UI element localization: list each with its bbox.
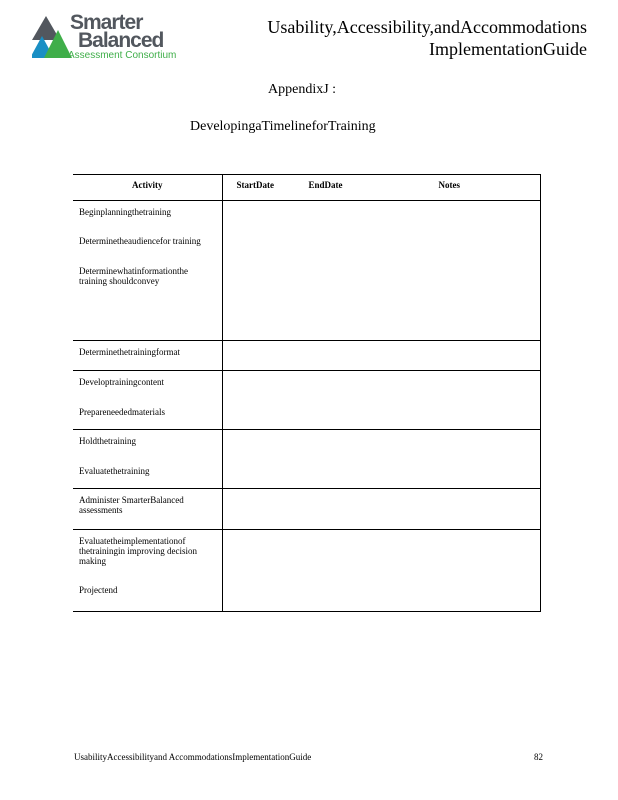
table-row bbox=[73, 201, 541, 341]
activity-item: Developtrainingcontent bbox=[79, 377, 164, 387]
header-notes: Notes bbox=[438, 180, 460, 190]
table-row bbox=[73, 341, 541, 371]
appendix-label: AppendixJ : bbox=[268, 82, 337, 97]
activity-cell bbox=[73, 530, 222, 612]
dates-notes-cell bbox=[222, 489, 541, 530]
dates-notes-cell bbox=[222, 201, 541, 341]
dates-notes-cell bbox=[222, 341, 541, 371]
header-title bbox=[267, 16, 587, 60]
table-row bbox=[73, 489, 541, 530]
activity-item: Evaluatethetraining bbox=[79, 466, 150, 476]
header-dates-notes bbox=[222, 175, 541, 201]
header-activity: Activity bbox=[73, 175, 222, 201]
activity-cell bbox=[73, 371, 222, 430]
header-end-date: EndDate bbox=[308, 180, 343, 190]
activity-item: Projectend bbox=[79, 585, 118, 595]
table-header-row bbox=[73, 175, 541, 201]
timeline-table bbox=[73, 174, 541, 612]
activity-item: Prepareneededmaterials bbox=[79, 407, 165, 417]
footer-guide-title: UsabilityAccessibilityand AccommodationsImplementationGuide bbox=[74, 752, 312, 762]
activity-cell bbox=[73, 489, 222, 530]
logo-text-smarter: Smarter bbox=[70, 11, 143, 34]
page-subtitle: DevelopingaTimelineforTraining bbox=[190, 119, 376, 134]
header-start-date: StartDate bbox=[236, 180, 274, 190]
activity-cell bbox=[73, 430, 222, 489]
activity-item: Determinetheaudiencefor training bbox=[79, 236, 201, 246]
dates-notes-cell bbox=[222, 530, 541, 612]
table-row bbox=[73, 430, 541, 489]
logo bbox=[32, 12, 192, 64]
activity-item: Determinethetrainingformat bbox=[79, 347, 180, 357]
activity-cell bbox=[73, 201, 222, 341]
logo-text-consortium: Assessment Consortium bbox=[68, 50, 177, 61]
activity-item: Determinewhatinformationthe training shouldconvey bbox=[79, 266, 188, 286]
dates-notes-cell bbox=[222, 430, 541, 489]
header-title-line1: Usability,Accessibility,andAccommodations bbox=[267, 17, 587, 37]
dates-notes-cell bbox=[222, 371, 541, 430]
footer-page-number: 82 bbox=[534, 752, 543, 762]
logo-text-balanced: Balanced bbox=[78, 29, 164, 52]
activity-item: Holdthetraining bbox=[79, 436, 136, 446]
activity-item: Administer SmarterBalanced assessments bbox=[79, 495, 184, 515]
table-row bbox=[73, 371, 541, 430]
activity-item: Beginplanningthetraining bbox=[79, 207, 171, 217]
activity-item: Evaluatetheimplementationof thetrainingin improving decision making bbox=[79, 536, 197, 566]
activity-cell bbox=[73, 341, 222, 371]
header-title-line2: ImplementationGuide bbox=[429, 39, 587, 59]
table-row bbox=[73, 530, 541, 612]
